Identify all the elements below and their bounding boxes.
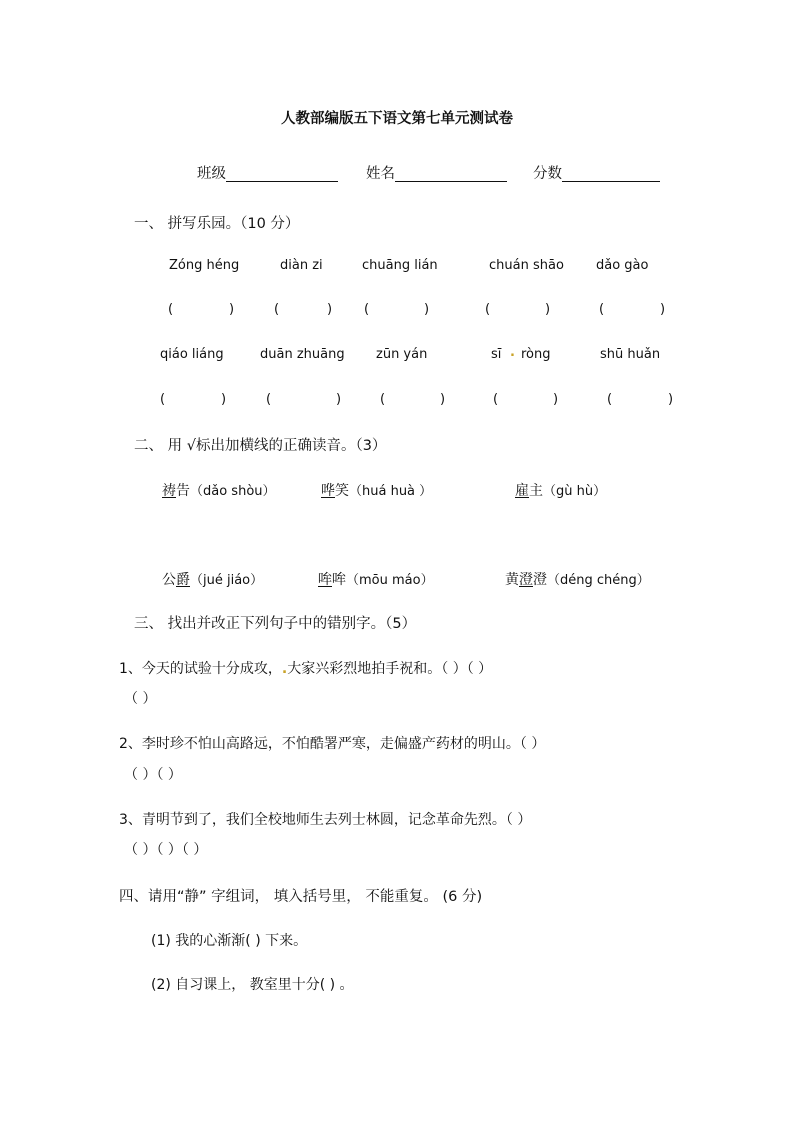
reading-item: 雇主（gù hù） [515, 483, 607, 499]
answer-bracket[interactable]: ( [160, 392, 166, 407]
name-field[interactable] [366, 162, 507, 183]
name-label: 姓名 [366, 166, 395, 182]
answer-bracket[interactable]: ( [168, 302, 174, 317]
question-1-line-1: 1、今天的试验十分成攻，.大家兴彩烈地拍手祝和。（ ）（ ） [119, 661, 493, 677]
class-field[interactable] [197, 162, 338, 183]
section-4-item-1[interactable]: (1) 我的心渐渐( ) 下来。 [151, 933, 308, 949]
answer-bracket: ) [553, 392, 559, 407]
underlined-char: 雇 [515, 483, 529, 499]
answer-bracket: ) [668, 392, 674, 407]
answer-bracket: ) [440, 392, 446, 407]
stray-mark: . [281, 661, 288, 677]
reading-item: 公爵（jué jiáo） [162, 572, 264, 588]
answer-bracket[interactable]: ( [364, 302, 370, 317]
reading-item: 祷告（dǎo shòu） [162, 483, 276, 499]
answer-bracket[interactable]: ( [493, 392, 499, 407]
pinyin-options[interactable]: （gù hù） [543, 484, 607, 499]
pinyin-item: chuāng lián [362, 258, 438, 273]
underlined-char: 爵 [176, 572, 190, 588]
question-3-line-2[interactable]: （ ）（ ）（ ） [124, 842, 208, 858]
class-blank[interactable] [226, 165, 338, 182]
reading-item: 哗笑（huá huà ） [321, 483, 433, 499]
pinyin-item: chuán shāo [489, 258, 564, 273]
pinyin-item: qiáo liáng [160, 347, 224, 362]
pinyin-item: shū huǎn [600, 347, 661, 362]
score-label: 分数 [533, 166, 562, 182]
question-2-line-1[interactable]: 2、李时珍不怕山高路远，不怕酷署严寒，走偏盛产药材的明山。（ ） [119, 736, 546, 752]
answer-bracket[interactable]: ( [380, 392, 386, 407]
answer-bracket: ) [336, 392, 342, 407]
reading-item: 哞哞（mōu máo） [318, 572, 434, 588]
pinyin-options[interactable]: （mōu máo） [346, 573, 434, 588]
section-1-header: 一、 拼写乐园。（10 分） [134, 216, 300, 232]
pinyin-item: duān zhuāng [260, 347, 345, 362]
answer-bracket: ) [229, 302, 235, 317]
pinyin-options[interactable]: （dǎo shòu） [190, 484, 276, 499]
pinyin-item: ròng [521, 347, 551, 362]
answer-bracket[interactable]: ( [599, 302, 605, 317]
answer-bracket[interactable]: ( [274, 302, 280, 317]
section-2-header: 二、 用 √标出加横线的正确读音。（3） [134, 438, 387, 454]
section-4-item-2[interactable]: (2) 自习课上， 教室里十分( ) 。 [151, 977, 354, 993]
answer-bracket: ) [327, 302, 333, 317]
question-3-line-1[interactable]: 3、青明节到了，我们全校地师生去列士林圆，记念革命先烈。（ ） [119, 812, 532, 828]
reading-item: 黄澄澄（déng chéng） [505, 572, 650, 588]
answer-bracket: ) [424, 302, 430, 317]
class-label: 班级 [197, 166, 226, 182]
pinyin-item: dǎo gào [596, 258, 649, 273]
pinyin-item: Zóng héng [169, 258, 240, 273]
question-1-line-2[interactable]: （ ） [124, 691, 157, 707]
name-blank[interactable] [395, 165, 507, 182]
underlined-char: 哗 [321, 483, 335, 499]
underlined-char: 哞 [318, 572, 332, 588]
section-4-header: 四、请用“静” 字组词， 填入括号里， 不能重复。 (6 分) [119, 889, 483, 905]
score-field[interactable] [533, 162, 660, 183]
answer-bracket: ) [221, 392, 227, 407]
answer-bracket[interactable]: ( [485, 302, 491, 317]
question-2-line-2[interactable]: （ ）（ ） [124, 767, 182, 783]
answer-bracket: ) [660, 302, 666, 317]
pinyin-options[interactable]: （huá huà ） [349, 484, 433, 499]
answer-bracket[interactable]: ( [266, 392, 272, 407]
pinyin-options[interactable]: （déng chéng） [547, 573, 650, 588]
pinyin-options[interactable]: （jué jiáo） [190, 573, 264, 588]
page-title: 人教部编版五下语文第七单元测试卷 [281, 111, 513, 127]
pinyin-item: zūn yán [376, 347, 428, 362]
underlined-char: 澄 [519, 572, 533, 588]
underlined-char: 祷 [162, 483, 176, 499]
pinyin-item: sī [491, 347, 502, 362]
section-3-header: 三、 找出并改正下列句子中的错别字。（5） [134, 616, 417, 632]
score-blank[interactable] [562, 165, 660, 182]
answer-bracket[interactable]: ( [607, 392, 613, 407]
pinyin-item: diàn zi [280, 258, 323, 273]
answer-bracket: ) [545, 302, 551, 317]
stray-mark: . [510, 345, 515, 360]
